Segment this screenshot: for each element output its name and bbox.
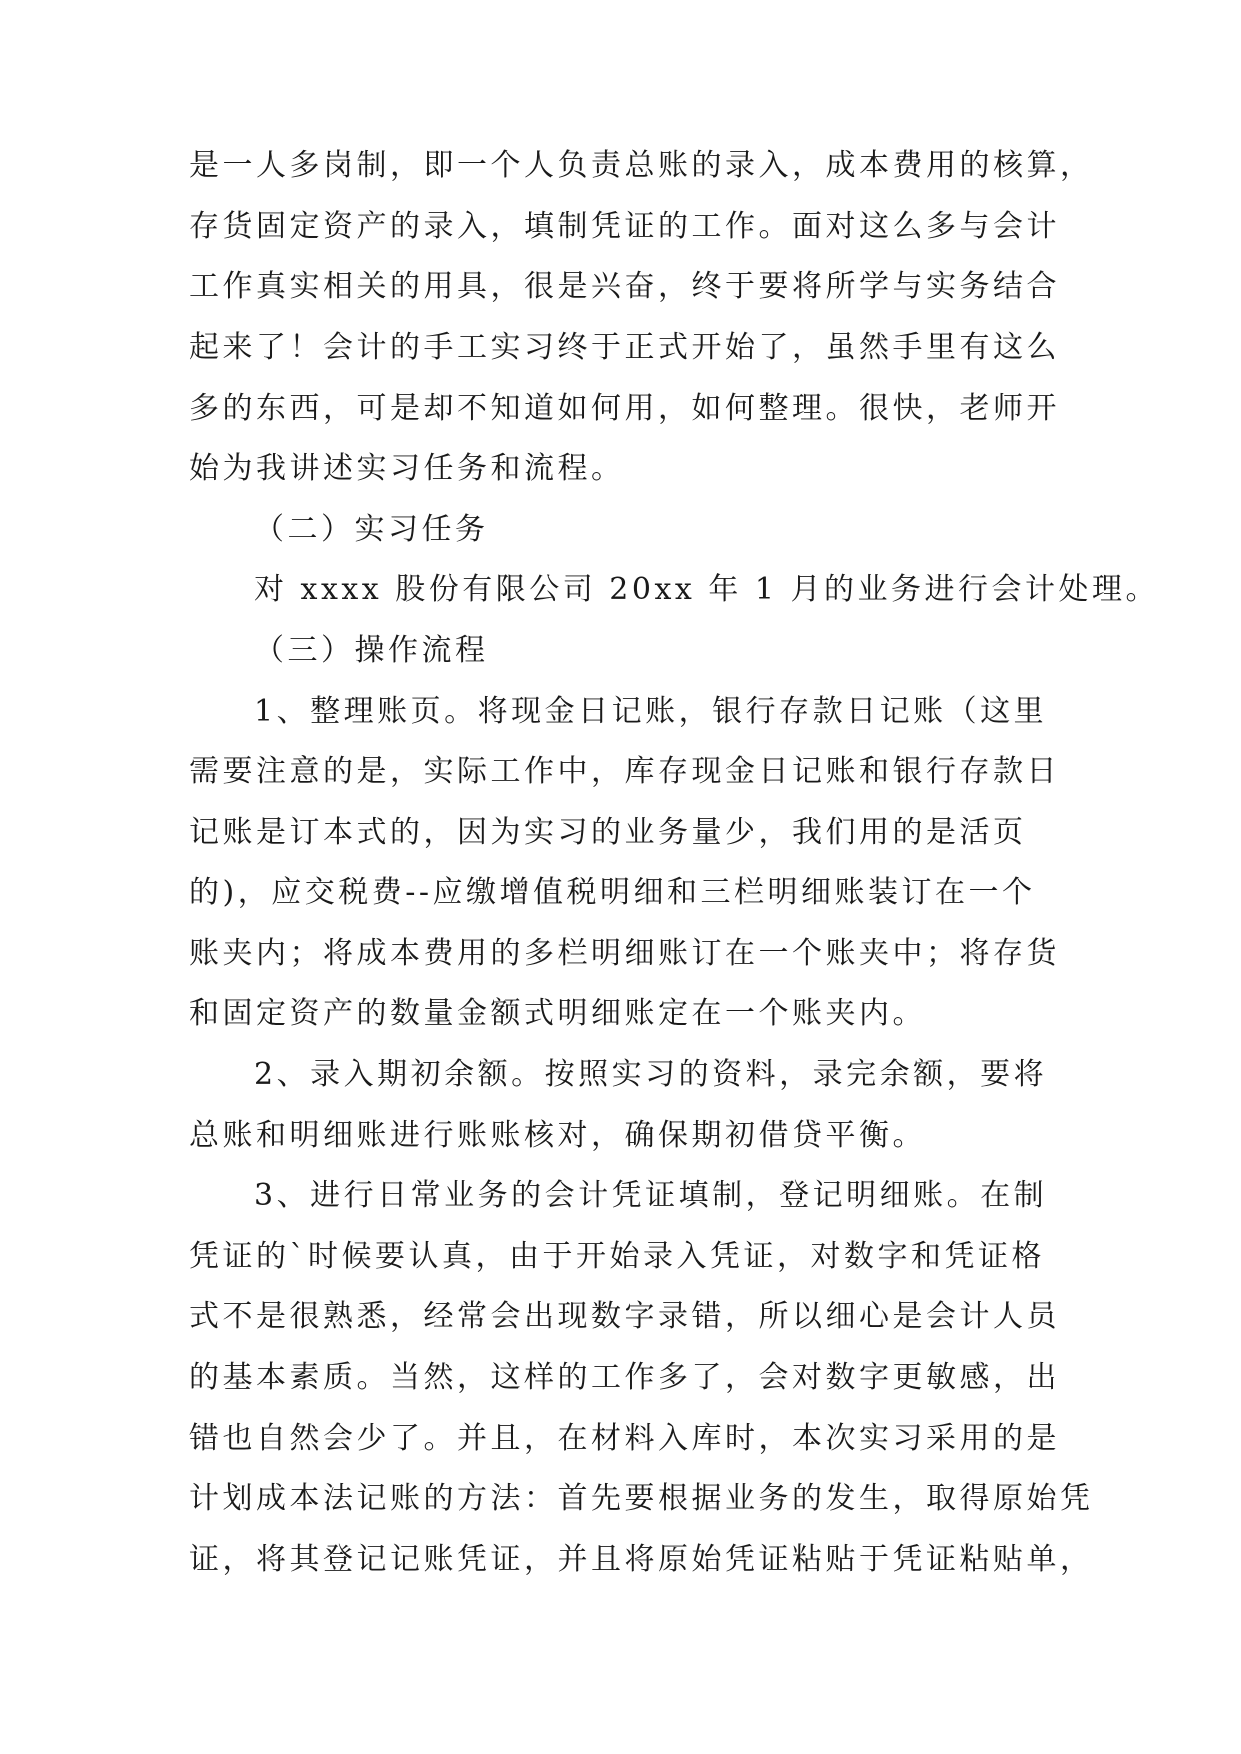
paragraph-line: 2、录入期初余额。按照实习的资料，录完余额，要将 bbox=[254, 1057, 1048, 1092]
paragraph-line: 工作真实相关的用具，很是兴奋，终于要将所学与实务结合 bbox=[189, 269, 1060, 304]
paragraph-line: 记账是订本式的，因为实习的业务量少，我们用的是活页 bbox=[189, 815, 1027, 850]
paragraph-line: 总账和明细账进行账账核对，确保期初借贷平衡。 bbox=[189, 1118, 926, 1153]
paragraph-line: 账夹内；将成本费用的多栏明细账订在一个账夹中；将存货 bbox=[189, 936, 1060, 971]
paragraph-line: 多的东西，可是却不知道如何用，如何整理。很快，老师开 bbox=[189, 391, 1060, 426]
paragraph-line: 错也自然会少了。并且，在材料入库时，本次实习采用的是 bbox=[189, 1421, 1060, 1456]
paragraph-line: 和固定资产的数量金额式明细账定在一个账夹内。 bbox=[189, 996, 926, 1031]
paragraph-line: 始为我讲述实习任务和流程。 bbox=[189, 451, 625, 486]
section-heading: （二）实习任务 bbox=[254, 512, 489, 547]
paragraph-line: 1、整理账页。将现金日记账，银行存款日记账（这里 bbox=[254, 694, 1048, 729]
paragraph-line: 计划成本法记账的方法：首先要根据业务的发生，取得原始凭 bbox=[189, 1481, 1094, 1516]
paragraph-line: 需要注意的是，实际工作中，库存现金日记账和银行存款日 bbox=[189, 754, 1060, 789]
paragraph-line: 的)，应交税费--应缴增值税明细和三栏明细账装订在一个 bbox=[189, 875, 1036, 910]
paragraph-line: 证，将其登记记账凭证，并且将原始凭证粘贴于凭证粘贴单， bbox=[189, 1542, 1094, 1577]
paragraph-line: 式不是很熟悉，经常会出现数字录错，所以细心是会计人员 bbox=[189, 1299, 1060, 1334]
paragraph-line: 存货固定资产的录入，填制凭证的工作。面对这么多与会计 bbox=[189, 209, 1060, 244]
paragraph-line: 是一人多岗制，即一个人负责总账的录入，成本费用的核算， bbox=[189, 148, 1094, 183]
section-heading: （三）操作流程 bbox=[254, 633, 489, 668]
paragraph-line: 的基本素质。当然，这样的工作多了，会对数字更敏感，出 bbox=[189, 1360, 1060, 1395]
paragraph-line: 对 xxxx 股份有限公司 20xx 年 1 月的业务进行会计处理。 bbox=[254, 572, 1159, 607]
paragraph-line: 起来了！会计的手工实习终于正式开始了，虽然手里有这么 bbox=[189, 330, 1060, 365]
paragraph-line: 凭证的`时候要认真，由于开始录入凭证，对数字和凭证格 bbox=[189, 1239, 1045, 1274]
paragraph-line: 3、进行日常业务的会计凭证填制，登记明细账。在制 bbox=[254, 1178, 1048, 1213]
